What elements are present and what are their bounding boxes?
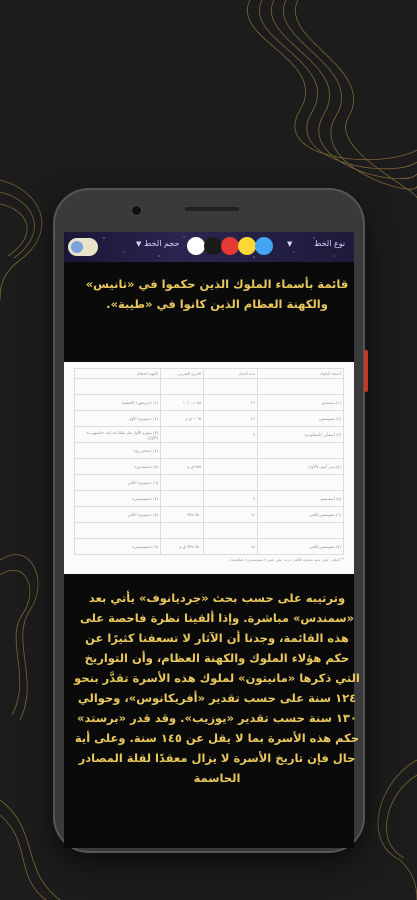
table-cell: (٢) «بينوزم» الأول xyxy=(75,411,161,427)
table-cell: ٩ xyxy=(204,491,258,507)
table-row xyxy=(75,379,344,395)
table-header-row xyxy=(75,369,344,379)
table-row xyxy=(75,507,344,523)
table-cell xyxy=(257,523,343,539)
table-row xyxy=(75,427,344,443)
table-cell: (٩) «بسوسنس» xyxy=(75,539,161,555)
table-footnote: * (انظر: على نحو نحتمل فأكثر جرت على عمر «بسوسنس» مناقصة). xyxy=(228,557,344,562)
table-cell: ٩٥٠–٩٣٥ ق.م xyxy=(161,539,204,555)
table-cell: (٧) «بسوسنس» xyxy=(75,491,161,507)
color-swatch-blue[interactable] xyxy=(255,237,273,255)
table-cell xyxy=(161,427,204,443)
table-cell xyxy=(75,379,161,395)
table-cell: (٨) «بينوزم» الثاني xyxy=(75,507,161,523)
color-swatch-white[interactable] xyxy=(187,237,205,255)
page-heading: قائمة بأسماء الملوك الذين حكموا في «تانيس» والكهنة العظام الذين كانوا في «طيبة». xyxy=(85,277,349,311)
table-cell: ١٤ xyxy=(204,507,258,523)
table-cell xyxy=(257,379,343,395)
table-cell: (٦) بسوسنس الثاني xyxy=(257,507,343,523)
table-cell: (١) «حريحور» (الحفيد) xyxy=(75,395,161,411)
table-cell xyxy=(161,379,204,395)
speaker-grille xyxy=(185,207,239,211)
table-cell xyxy=(257,475,343,491)
font-size-label[interactable]: حجم الخط xyxy=(144,239,180,248)
kings-table xyxy=(74,368,344,555)
app-screen xyxy=(64,232,360,848)
kings-table-figure xyxy=(64,362,354,574)
table-cell: (٤) سي أمون (الأول) xyxy=(257,459,343,475)
table-cell: ٩ xyxy=(204,427,258,443)
color-swatch-yellow[interactable] xyxy=(238,237,256,255)
table-cell xyxy=(204,523,258,539)
table-row xyxy=(75,443,344,459)
table-cell: ٤٦ xyxy=(204,411,258,427)
table-row xyxy=(75,459,344,475)
table-cell xyxy=(204,443,258,459)
table-cell: (٢) بسوسنس xyxy=(257,411,343,427)
color-swatch-red[interactable] xyxy=(221,237,239,255)
table-cell: (٥) أمنمنيسو xyxy=(257,491,343,507)
table-cell: (٥) «سمندس» xyxy=(75,459,161,475)
body-paragraph: وترتيبه على حسب بحث «جرديانوف» يأتي بعد «سمندس» مباشرة. وإذا ألقينا نظرة فاحصة على هذه القائمة، وجدنا أن الآثار لا تسعفنا كثيرًا عن حكم هؤلاء الملوك والكهنة العظام، وأن التواريخ التي ذكرها «مانيتون» لملوك هذه الأسرة تقدَّر بنحو ١٢٤ سنة على حسب تقدير «أفريكانوس»، وحوالي ١٣٠ سنة حسب تقدير «يوزيب». وقد قدر «برستد» حكم هذه الأسرة بما لا يقل عن ١٤٥ سنة. وعلى أية حال فإن تاريخ الأسرة لا يزال معقدًا لقلة المصادر الحاسمة xyxy=(74,591,360,785)
table-header: أسماء الملوك xyxy=(257,369,343,379)
table-cell: (١) سمندس xyxy=(257,395,343,411)
table-cell: ٩٧٥ ق.م xyxy=(161,459,204,475)
table-cell: ٢٦ xyxy=(204,395,258,411)
table-cell: (٣) أمنمأبي (أمنمأوبت) xyxy=(257,427,343,443)
theme-toggle-knob xyxy=(71,241,83,253)
camera-icon xyxy=(131,205,142,216)
table-cell xyxy=(204,459,258,475)
font-type-label[interactable]: نوع الخط xyxy=(314,239,346,248)
table-cell: ٩٥٠–٩٣٥ xyxy=(161,507,204,523)
table-row xyxy=(75,491,344,507)
table-cell: ١٠٦٥ ق.م xyxy=(161,411,204,427)
table-row xyxy=(75,475,344,491)
color-swatch-black[interactable] xyxy=(204,237,222,255)
table-cell xyxy=(161,491,204,507)
table-row xyxy=(75,539,344,555)
table-header: الكهنة العظام xyxy=(75,369,161,379)
table-cell xyxy=(161,475,204,491)
table-cell: ١٠٨٥–١٠٦٠ xyxy=(161,395,204,411)
table-row xyxy=(75,523,344,539)
table-header: مدة الحكم xyxy=(204,369,258,379)
table-cell: (٧) بسوسنس الثاني xyxy=(257,539,343,555)
table-row xyxy=(75,395,344,411)
table-cell xyxy=(204,475,258,491)
chevron-down-icon[interactable]: ▼ xyxy=(136,240,142,248)
table-cell: (٣) بينوزم الأول صار ملكا بعد ابنه «ماسهرت» (الأول) xyxy=(75,427,161,443)
table-cell xyxy=(75,523,161,539)
table-body xyxy=(75,379,344,555)
table-cell xyxy=(257,443,343,459)
table-row xyxy=(75,411,344,427)
theme-toggle[interactable] xyxy=(68,238,98,256)
table-cell: ١٥ xyxy=(204,539,258,555)
reader-toolbar xyxy=(64,232,354,262)
phone-side-button xyxy=(364,350,368,392)
table-cell: (٦) «بينوزم» الثاني xyxy=(75,475,161,491)
table-cell xyxy=(161,523,204,539)
table-header: التاريخ التقريبي xyxy=(161,369,204,379)
table-cell: (٤) «منخبر رع» xyxy=(75,443,161,459)
table-cell xyxy=(161,443,204,459)
chevron-down-icon[interactable]: ▼ xyxy=(287,240,293,248)
table-cell xyxy=(204,379,258,395)
